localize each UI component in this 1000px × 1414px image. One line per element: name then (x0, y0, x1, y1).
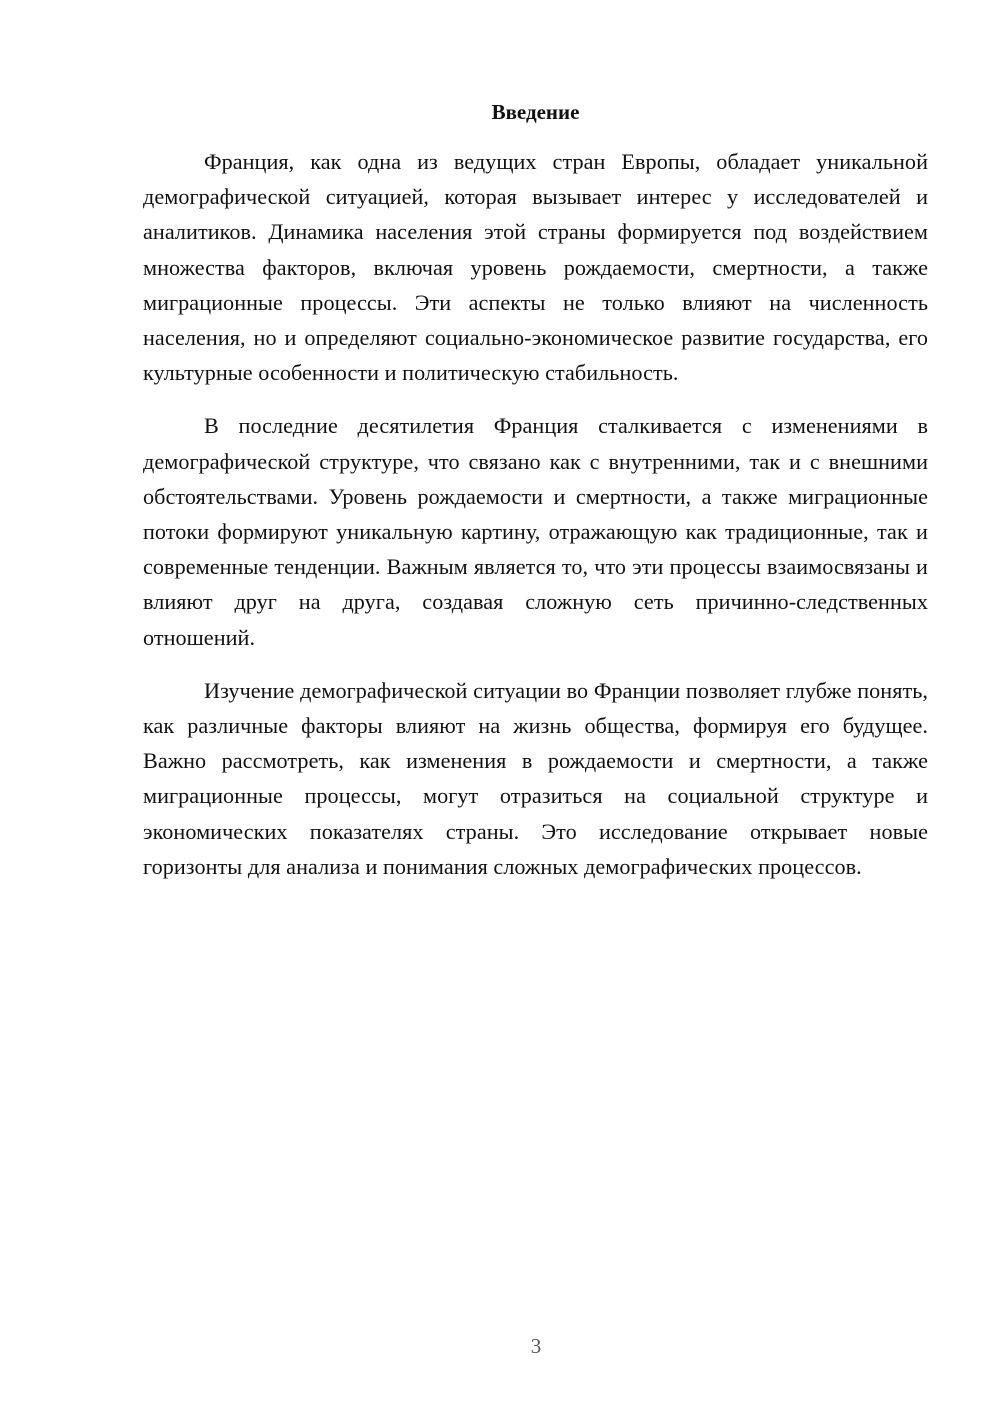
paragraph-3: Изучение демографической ситуации во Франции позволяет глубже понять, как различные факторы влияют на жизнь общества, формируя его будущее. Важно рассмотреть, как изменения в рождаемости и смертности, а также миграционные процессы, могут отразиться на социальной структуре и экономических показателях страны. Это исследование открывает новые горизонты для анализа и понимания сложных демографических процессов. (143, 677, 928, 879)
page-content (143, 97, 928, 902)
paragraph-1: Франция, как одна из ведущих стран Европы, обладает уникальной демографической ситуацией, которая вызывает интерес у исследователей и аналитиков. Динамика населения этой страны формируется под воздействием множества факторов, включая уровень рождаемости, смертности, а также миграционные процессы. Эти аспекты не только влияют на численность населения, но и определяют социально-экономическое развитие государства, его культурные особенности и политическую стабильность. (143, 149, 928, 386)
page-number: 3 (530, 1334, 542, 1358)
section-heading: Введение (491, 100, 580, 124)
paragraph-2: В последние десятилетия Франция сталкивается с изменениями в демографической структуре, что связано как с внутренними, так и с внешними обстоятельствами. Уровень рождаемости и смертности, а также миграционные потоки формируют уникальную картину, отражающую как традиционные, так и современные тенденции. Важным является то, что эти процессы взаимосвязаны и влияют друг на друга, создавая сложную сеть причинно-следственных отношений. (143, 413, 928, 650)
